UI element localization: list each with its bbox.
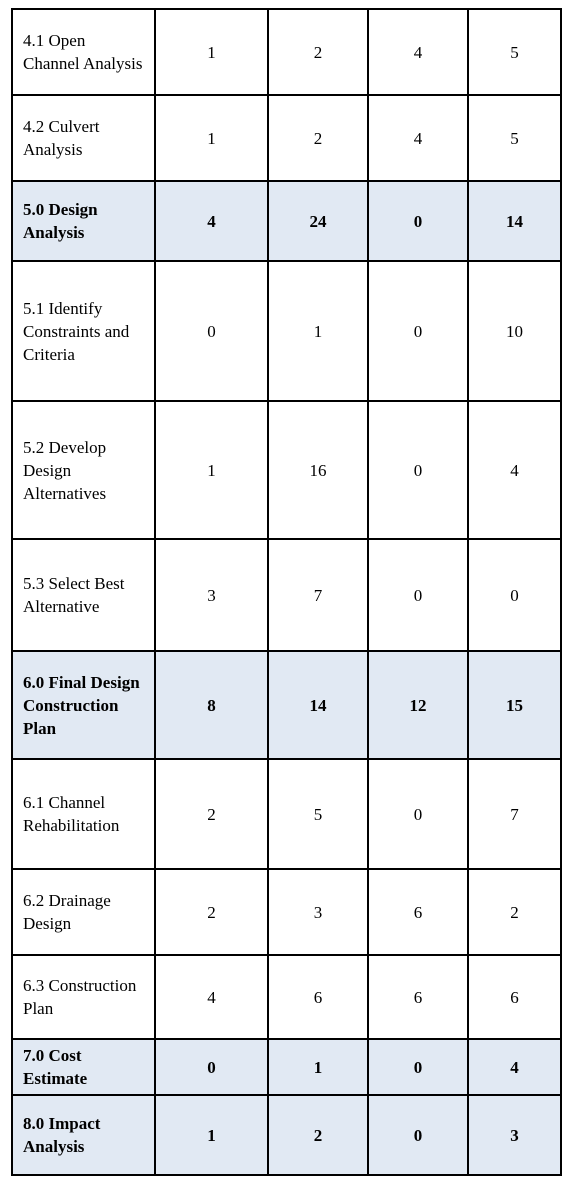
hours-cell: 6 [468,955,561,1039]
hours-cell: 0 [468,539,561,651]
task-row [12,401,561,539]
task-row [12,955,561,1039]
hours-cell: 2 [155,869,268,955]
hours-cell: 3 [155,539,268,651]
hours-cell: 0 [368,1095,468,1175]
task-hours-table [11,8,562,1176]
task-row [12,95,561,181]
hours-cell: 14 [468,181,561,261]
hours-cell: 14 [268,651,368,759]
task-name-cell: 6.0 Final Design Construction Plan [12,651,155,759]
hours-cell: 16 [268,401,368,539]
hours-cell: 0 [368,539,468,651]
hours-cell: 4 [368,95,468,181]
hours-cell: 24 [268,181,368,261]
hours-cell: 6 [368,869,468,955]
hours-cell: 2 [468,869,561,955]
hours-cell: 7 [268,539,368,651]
hours-cell: 5 [268,759,368,869]
hours-cell: 1 [268,1039,368,1095]
hours-cell: 5 [468,9,561,95]
task-row [12,759,561,869]
task-name-cell: 5.0 Design Analysis [12,181,155,261]
hours-cell: 4 [468,401,561,539]
hours-cell: 4 [368,9,468,95]
hours-cell: 4 [155,181,268,261]
task-name-cell: 6.1 Channel Rehabilitation [12,759,155,869]
task-name-cell: 7.0 Cost Estimate [12,1039,155,1095]
task-row [12,261,561,401]
hours-cell: 6 [368,955,468,1039]
hours-cell: 0 [155,261,268,401]
hours-cell: 7 [468,759,561,869]
hours-cell: 1 [268,261,368,401]
hours-cell: 1 [155,95,268,181]
hours-cell: 6 [268,955,368,1039]
hours-cell: 8 [155,651,268,759]
phase-row [12,651,561,759]
hours-cell: 4 [468,1039,561,1095]
hours-cell: 12 [368,651,468,759]
hours-cell: 2 [268,95,368,181]
hours-cell: 10 [468,261,561,401]
task-name-cell: 8.0 Impact Analysis [12,1095,155,1175]
hours-cell: 1 [155,9,268,95]
hours-cell: 0 [368,759,468,869]
task-name-cell: 5.3 Select Best Alternative [12,539,155,651]
hours-cell: 5 [468,95,561,181]
task-row [12,9,561,95]
hours-cell: 1 [155,401,268,539]
hours-cell: 0 [368,1039,468,1095]
task-name-cell: 6.3 Construction Plan [12,955,155,1039]
task-name-cell: 4.1 Open Channel Analysis [12,9,155,95]
hours-cell: 3 [268,869,368,955]
phase-row [12,1039,561,1095]
hours-cell: 2 [155,759,268,869]
task-name-cell: 5.2 Develop Design Alternatives [12,401,155,539]
hours-cell: 3 [468,1095,561,1175]
task-row [12,869,561,955]
hours-cell: 4 [155,955,268,1039]
task-name-cell: 5.1 Identify Constraints and Criteria [12,261,155,401]
table-body [12,9,561,1175]
hours-cell: 2 [268,9,368,95]
hours-cell: 0 [368,261,468,401]
phase-row [12,1095,561,1175]
hours-cell: 15 [468,651,561,759]
hours-cell: 0 [368,401,468,539]
task-name-cell: 4.2 Culvert Analysis [12,95,155,181]
hours-cell: 0 [368,181,468,261]
task-name-cell: 6.2 Drainage Design [12,869,155,955]
hours-cell: 1 [155,1095,268,1175]
phase-row [12,181,561,261]
hours-cell: 2 [268,1095,368,1175]
hours-cell: 0 [155,1039,268,1095]
task-row [12,539,561,651]
